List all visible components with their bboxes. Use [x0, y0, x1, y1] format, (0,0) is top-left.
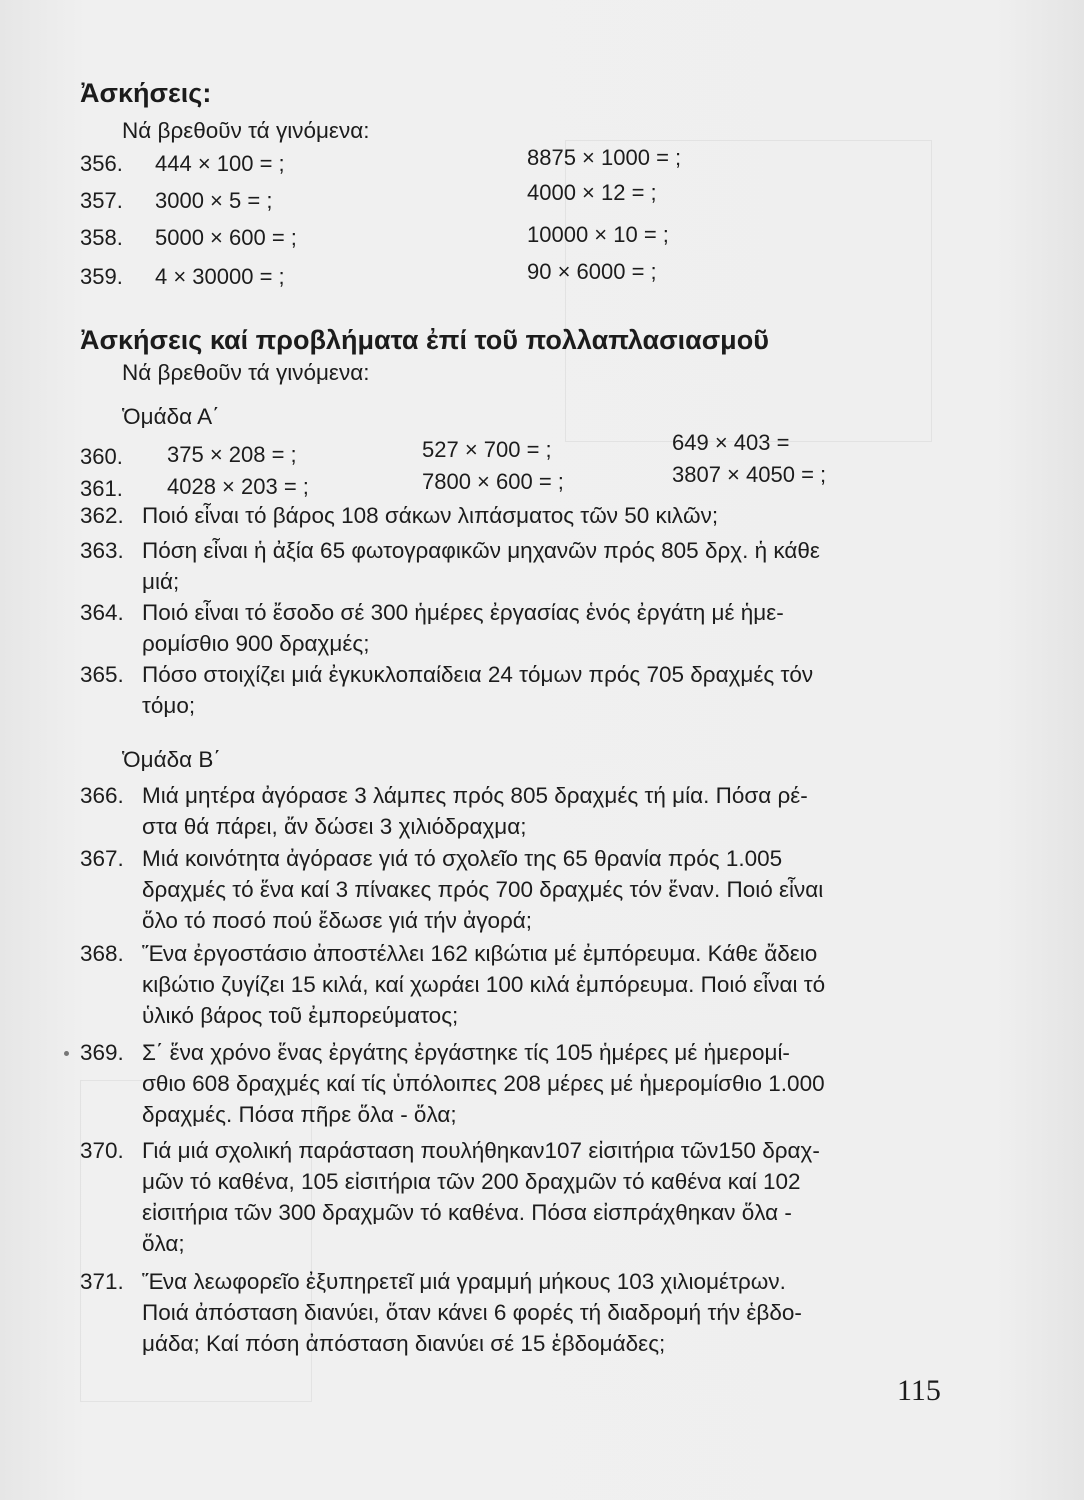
problem-item — [80, 843, 823, 936]
section-title-exercises: Ἀσκήσεις: — [80, 78, 212, 108]
problem-line: Πόση εἶναι ἡ ἀξία 65 φωτογραφικῶν μηχανῶν πρός 805 δρχ. ἡ κάθε — [142, 538, 820, 563]
exercise-number: 359. — [80, 264, 123, 289]
problem-item — [80, 535, 820, 597]
problem-line: τόμο; — [142, 693, 196, 718]
problem-line: Γιά μιά σχολική παράσταση πουλήθηκαν107 εἰσιτήρια τῶν150 δραχ- — [142, 1138, 820, 1163]
problem-item — [80, 500, 718, 531]
problem-number: 370. — [80, 1138, 124, 1163]
problem-item — [80, 597, 784, 659]
problem-line: Ποιό εἶναι τό βάρος 108 σάκων λιπάσματος τῶν 50 κιλῶν; — [142, 503, 719, 528]
problem-line: Ἕνα λεωφορεῖο ἐξυπηρετεῖ μιά γραμμή μήκους 103 χιλιομέτρων. — [142, 1269, 786, 1294]
problem-line: Ἕνα ἐργοστάσιο ἀποστέλλει 162 κιβώτια μέ ἐμπόρευμα. Κάθε ἄδειο — [142, 941, 818, 966]
problem-line: Σ΄ ἕνα χρόνο ἕνας ἐργάτης ἐργάστηκε τίς 105 ἡμέρες μέ ἡμερομί- — [142, 1040, 790, 1065]
exercise-col2: 7800 × 600 = ; — [422, 469, 564, 494]
problem-line: ὅλο τό ποσό πού ἔδωσε γιά τήν ἀγορά; — [142, 908, 533, 933]
exercise-col3: 3807 × 4050 = ; — [672, 462, 827, 487]
exercise-right: 10000 × 10 = ; — [527, 222, 669, 247]
margin-dot-icon — [64, 1051, 69, 1056]
section-title-problems: Ἀσκήσεις καί προβλήματα ἐπί τοῦ πολλαπλασιασμοῦ — [80, 325, 769, 355]
problem-line: Μιά κοινότητα ἀγόρασε γιά τό σχολεῖο της 65 θρανία πρός 1.005 — [142, 846, 783, 871]
problem-line: μῶν τό καθένα, 105 εἰσιτήρια τῶν 200 δραχμῶν τό καθένα καί 102 — [142, 1169, 801, 1194]
problem-line: ὅλα; — [142, 1231, 185, 1256]
problem-number: 369. — [80, 1040, 124, 1065]
group-a-heading: Ὁμάδα Α΄ — [122, 404, 220, 429]
problem-line: κιβώτιο ζυγίζει 15 κιλά, καί χωράει 100 κιλά ἐμπόρευμα. Ποιό εἶναι τό — [142, 972, 826, 997]
problem-line: Ποιό εἶναι τό ἔσοδο σέ 300 ἡμέρες ἐργασίας ἑνός ἐργάτη μέ ἡμε- — [142, 600, 784, 625]
problem-line: σθιο 608 δραχμές καί τίς ὑπόλοιπες 208 μέρες μέ ἡμερομίσθιο 1.000 — [142, 1071, 825, 1096]
problem-number: 364. — [80, 600, 124, 625]
exercise-left: 444 × 100 = ; — [155, 151, 285, 176]
problem-number: 363. — [80, 538, 124, 563]
section-instruction: Νά βρεθοῦν τά γινόμενα: — [122, 360, 370, 385]
problem-number: 366. — [80, 783, 124, 808]
problem-item — [80, 659, 813, 721]
exercise-left: 5000 × 600 = ; — [155, 225, 297, 250]
group-b-heading: Ὁμάδα Β΄ — [122, 747, 221, 772]
problem-item — [80, 1135, 820, 1259]
problem-line: δραχμές. Πόσα πῆρε ὅλα - ὅλα; — [142, 1102, 457, 1127]
exercise-number: 357. — [80, 188, 123, 213]
problem-item — [80, 938, 825, 1031]
exercise-number: 361. — [80, 476, 123, 501]
exercise-right: 90 × 6000 = ; — [527, 259, 657, 284]
problem-item — [80, 1037, 825, 1130]
problem-line: ὑλικό βάρος τοῦ ἐμπορεύματος; — [142, 1003, 459, 1028]
problem-line: Μιά μητέρα ἀγόρασε 3 λάμπες πρός 805 δραχμές τή μία. Πόσα ρέ- — [142, 783, 808, 808]
problem-line: ρομίσθιο 900 δραχμές; — [142, 631, 370, 656]
problem-item — [80, 1266, 802, 1359]
exercise-col1: 4028 × 203 = ; — [167, 474, 309, 499]
exercise-number: 360. — [80, 444, 123, 469]
exercise-number: 358. — [80, 225, 123, 250]
exercise-right: 4000 × 12 = ; — [527, 180, 657, 205]
problem-number: 371. — [80, 1269, 124, 1294]
problem-number: 365. — [80, 662, 124, 687]
section-instruction: Νά βρεθοῦν τά γινόμενα: — [122, 118, 370, 143]
exercise-col3: 649 × 403 = — [672, 430, 790, 455]
page-number: 115 — [897, 1374, 941, 1407]
problem-line: Πόσο στοιχίζει μιά ἐγκυκλοπαίδεια 24 τόμων πρός 705 δραχμές τόν — [142, 662, 814, 687]
exercise-right: 8875 × 1000 = ; — [527, 145, 682, 170]
exercise-col1: 375 × 208 = ; — [167, 442, 297, 467]
problem-number: 367. — [80, 846, 124, 871]
problem-line: Ποιά ἀπόσταση διανύει, ὅταν κάνει 6 φορές τή διαδρομή τήν ἑβδο- — [142, 1300, 802, 1325]
problem-line: μιά; — [142, 569, 180, 594]
exercise-left: 4 × 30000 = ; — [155, 264, 285, 289]
problem-line: στα θά πάρει, ἄν δώσει 3 χιλιόδραχμα; — [142, 814, 527, 839]
problem-line: δραχμές τό ἕνα καί 3 πίνακες πρός 700 δραχμές τόν ἕναν. Ποιό εἶναι — [142, 877, 824, 902]
problem-number: 362. — [80, 503, 124, 528]
exercise-left: 3000 × 5 = ; — [155, 188, 273, 213]
exercise-number: 356. — [80, 151, 123, 176]
problem-number: 368. — [80, 941, 124, 966]
exercise-col2: 527 × 700 = ; — [422, 437, 552, 462]
problem-item — [80, 780, 808, 842]
problem-line: μάδα; Καί πόση ἀπόσταση διανύει σέ 15 ἑβδομάδες; — [142, 1331, 666, 1356]
problem-line: εἰσιτήρια τῶν 300 δραχμῶν τό καθένα. Πόσα εἰσπράχθηκαν ὅλα - — [142, 1200, 792, 1225]
